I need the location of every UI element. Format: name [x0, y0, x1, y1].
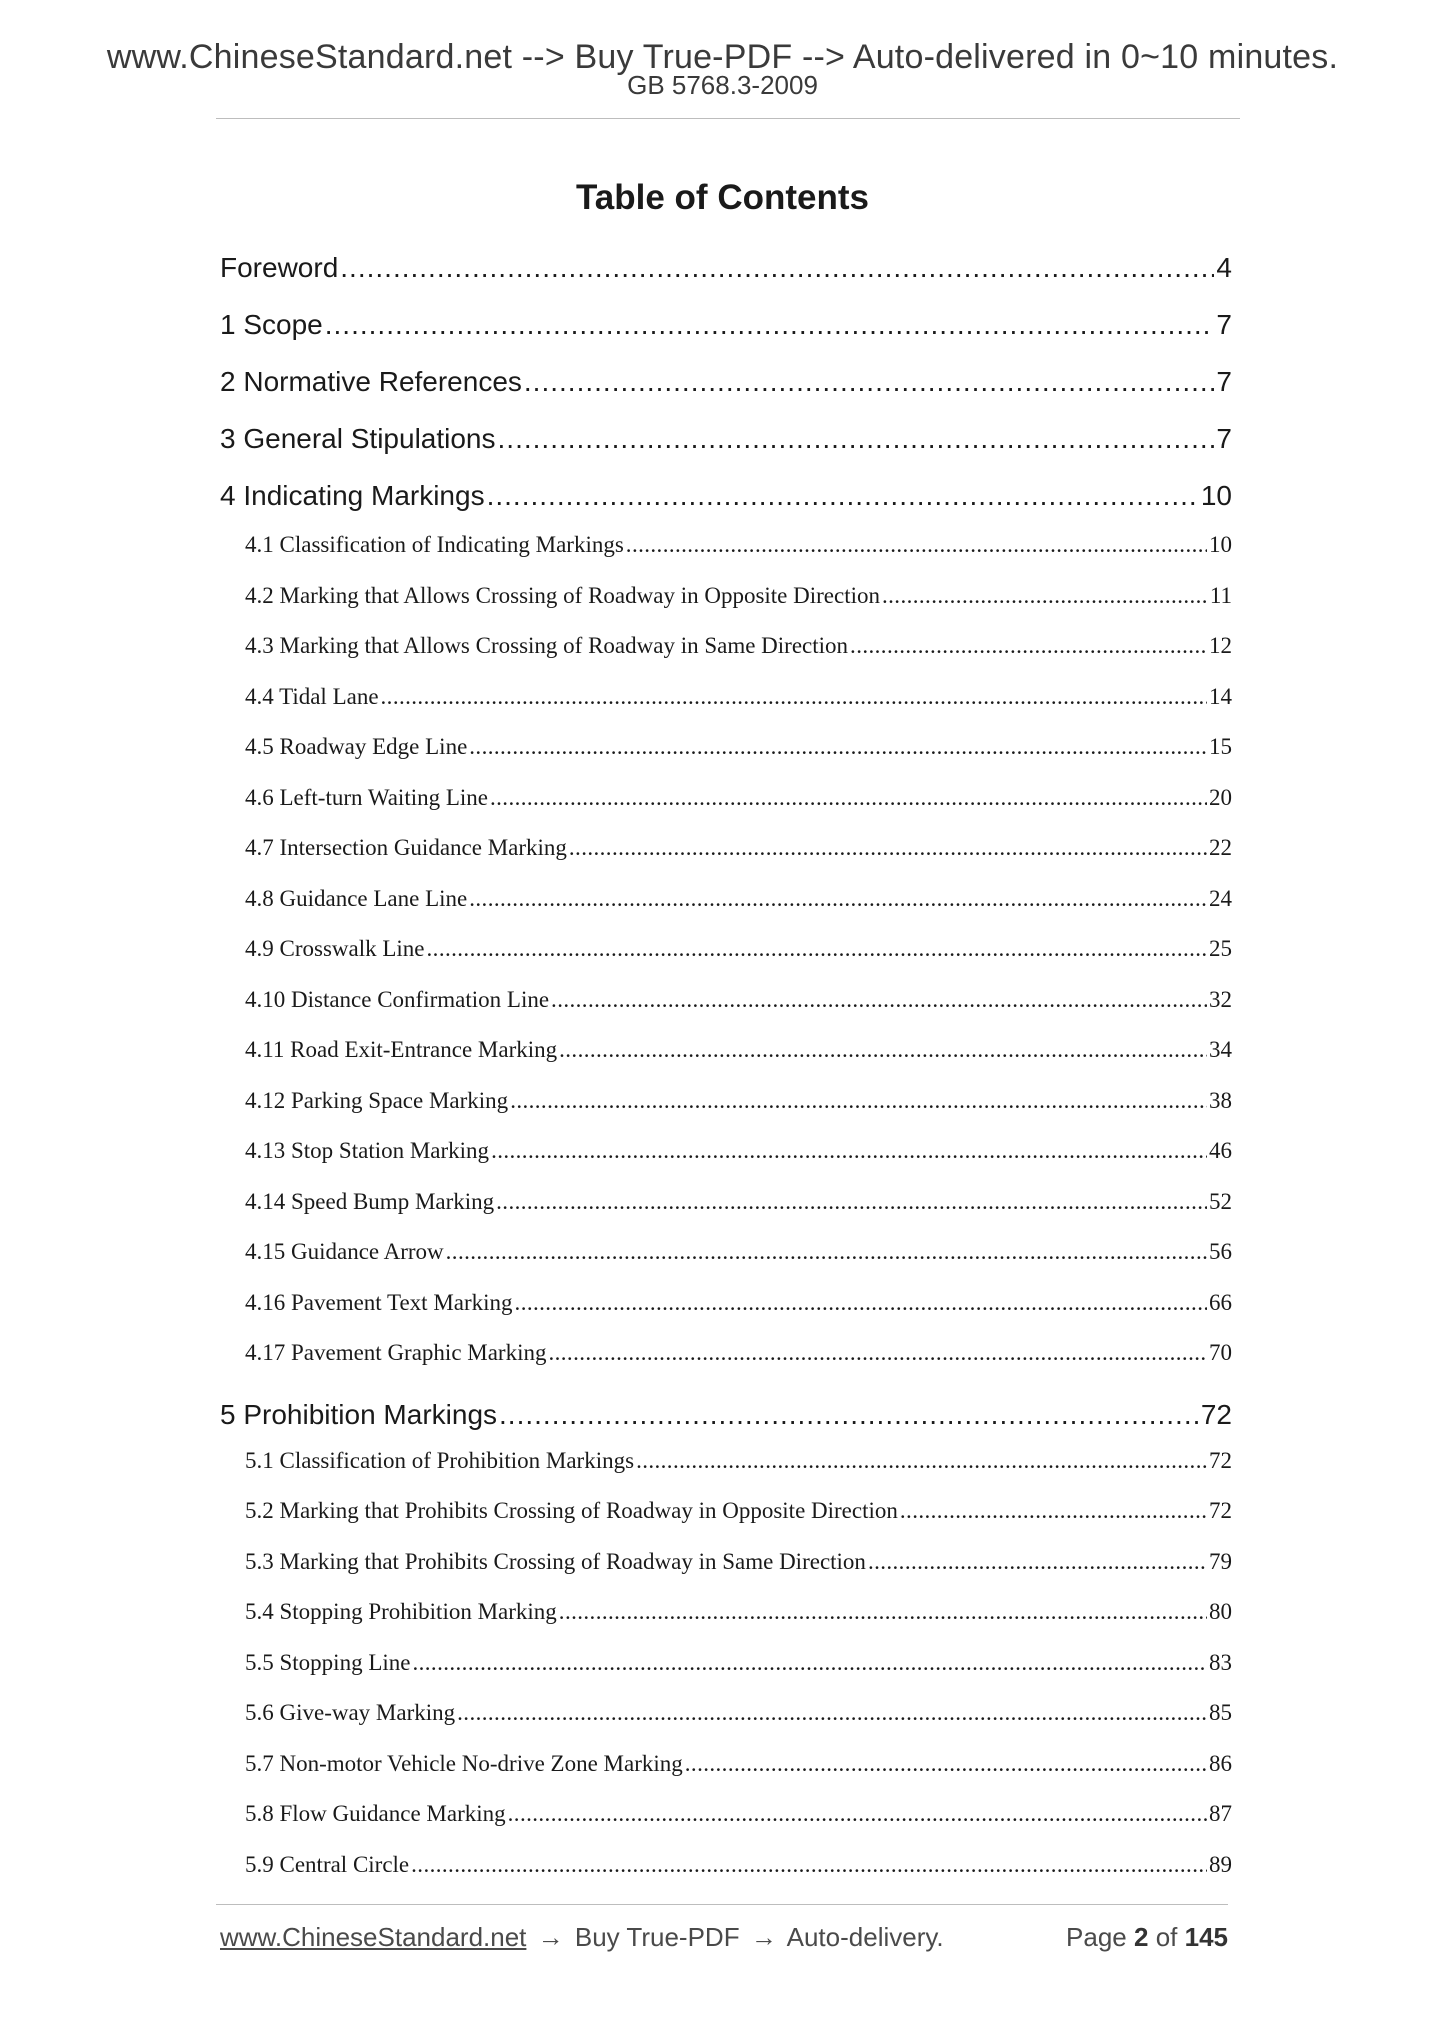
toc-entry-label: 5.7 Non-motor Vehicle No-drive Zone Marking	[245, 1750, 683, 1776]
toc-subsection-entry[interactable]	[220, 633, 1232, 667]
toc-leader-dots	[850, 633, 1207, 659]
toc-entry-label: 5.6 Give-way Marking	[245, 1700, 456, 1725]
toc-section-entry[interactable]	[220, 423, 1232, 463]
toc-entry-page: 83	[1209, 1649, 1232, 1675]
toc-subsection-entry[interactable]	[220, 1290, 1232, 1324]
toc-leader-dots	[469, 734, 1207, 760]
header-divider	[216, 118, 1240, 119]
toc-section-entry[interactable]	[220, 480, 1232, 520]
page-current: 2	[1133, 1922, 1149, 1952]
toc-leader-dots	[569, 835, 1207, 861]
toc-subsection-entry[interactable]	[220, 684, 1232, 718]
toc-entry-page: 7	[1216, 309, 1232, 340]
toc-entry-page: 80	[1209, 1599, 1232, 1624]
toc-section-entry[interactable]	[220, 309, 1232, 349]
toc-leader-dots	[381, 684, 1207, 710]
toc-leader-dots	[685, 1751, 1207, 1777]
toc-subsection-entry[interactable]	[220, 1751, 1232, 1785]
toc-leader-dots	[457, 1700, 1207, 1726]
page-of-label: of	[1155, 1922, 1178, 1952]
footer-buy-text: Buy True-PDF	[574, 1922, 740, 1952]
toc-entry-label: 4.15 Guidance Arrow	[245, 1239, 444, 1264]
toc-leader-dots	[498, 423, 1215, 455]
toc-entry-page: 46	[1209, 1138, 1232, 1163]
toc-entry-label: 5.1 Classification of Prohibition Markings	[245, 1447, 635, 1473]
toc-entry-label: 4.14 Speed Bump Marking	[245, 1188, 495, 1214]
toc-subsection-entry[interactable]	[220, 835, 1232, 869]
page-label: Page	[1066, 1922, 1127, 1952]
toc-leader-dots	[626, 532, 1207, 558]
page-total: 145	[1184, 1922, 1228, 1952]
toc-entry-page: 32	[1209, 986, 1232, 1012]
toc-leader-dots	[510, 1088, 1207, 1114]
toc-leader-dots	[499, 1399, 1199, 1431]
toc-leader-dots	[446, 1239, 1207, 1265]
toc-subsection-entry[interactable]	[220, 1088, 1232, 1122]
toc-subsection-entry[interactable]	[220, 1448, 1232, 1482]
document-id: GB 5768.3-2009	[627, 70, 818, 100]
toc-entry-label: 3 General Stipulations	[220, 423, 496, 454]
toc-leader-dots	[900, 1498, 1207, 1524]
toc-entry-page: 79	[1209, 1548, 1232, 1574]
toc-subsection-entry[interactable]	[220, 1498, 1232, 1532]
toc-entry-label: 5.3 Marking that Prohibits Crossing of Roadway in Same Direction	[245, 1548, 866, 1574]
toc-leader-dots	[496, 1189, 1207, 1215]
toc-leader-dots	[636, 1448, 1207, 1474]
toc-entry-label: 1 Scope	[220, 309, 323, 340]
toc-subsection-entry[interactable]	[220, 1852, 1232, 1886]
toc-entry-page: 4	[1216, 252, 1232, 283]
toc-subsection-entry[interactable]	[220, 1801, 1232, 1835]
page-indicator	[1066, 1922, 1228, 1953]
toc-entry-label: 5 Prohibition Markings	[220, 1398, 498, 1430]
toc-leader-dots	[340, 252, 1214, 284]
toc-subsection-entry[interactable]	[220, 1189, 1232, 1223]
toc-entry-page: 12	[1209, 633, 1232, 658]
toc-entry-page: 52	[1209, 1188, 1232, 1214]
toc-leader-dots	[515, 1290, 1207, 1316]
toc-subsection-entry[interactable]	[220, 1700, 1232, 1734]
toc-entry-page: 7	[1216, 423, 1232, 454]
toc-entry-label: 5.5 Stopping Line	[245, 1649, 411, 1675]
footer-divider	[216, 1904, 1228, 1905]
toc-subsection-entry[interactable]	[220, 936, 1232, 970]
toc-leader-dots	[559, 1037, 1207, 1063]
toc-entry-page: 72	[1200, 1398, 1232, 1430]
toc-entry-label: 5.4 Stopping Prohibition Marking	[245, 1599, 557, 1624]
toc-leader-dots	[490, 785, 1207, 811]
toc-entry-page: 22	[1209, 835, 1232, 860]
toc-entry-label: 4.6 Left-turn Waiting Line	[245, 784, 488, 810]
toc-section-entry[interactable]	[220, 1399, 1232, 1439]
toc-subsection-entry[interactable]	[220, 1599, 1232, 1633]
toc-leader-dots	[548, 1340, 1207, 1366]
toc-entry-page: 24	[1209, 885, 1232, 911]
toc-leader-dots	[487, 480, 1199, 512]
toc-entry-page: 25	[1209, 936, 1232, 961]
toc-subsection-entry[interactable]	[220, 1549, 1232, 1583]
toc-entry-page: 70	[1209, 1340, 1232, 1365]
toc-leader-dots	[427, 936, 1207, 962]
toc-entry-page: 14	[1209, 683, 1232, 709]
toc-entry-label: 5.9 Central Circle	[245, 1851, 410, 1877]
toc-entry-page: 20	[1209, 784, 1232, 810]
toc-entry-label: 4.7 Intersection Guidance Marking	[245, 835, 567, 860]
toc-leader-dots	[524, 366, 1215, 398]
toc-entry-page: 34	[1209, 1037, 1232, 1062]
toc-entry-label: 4.13 Stop Station Marking	[245, 1138, 490, 1163]
toc-subsection-entry[interactable]	[220, 1650, 1232, 1684]
toc-entry-label: 4.3 Marking that Allows Crossing of Roadway in Same Direction	[245, 633, 849, 658]
toc-subsection-entry[interactable]	[220, 1037, 1232, 1071]
toc-subsection-entry[interactable]	[220, 1239, 1232, 1273]
toc-leader-dots	[325, 309, 1215, 341]
toc-leader-dots	[508, 1801, 1207, 1827]
footer-site-link[interactable]: www.ChineseStandard.net	[220, 1922, 527, 1952]
toc-entry-page: 72	[1209, 1498, 1232, 1523]
toc-entry-label: 2 Normative References	[220, 366, 522, 397]
toc-entry-page: 10	[1200, 480, 1232, 511]
toc-subsection-entry[interactable]	[220, 785, 1232, 819]
toc-entry-page: 11	[1209, 582, 1232, 608]
toc-entry-label: 4.1 Classification of Indicating Markings	[245, 532, 624, 557]
toc-leader-dots	[559, 1599, 1207, 1625]
toc-entry-label: 4.17 Pavement Graphic Marking	[245, 1340, 547, 1365]
toc-subsection-entry[interactable]	[220, 532, 1232, 566]
toc-leader-dots	[551, 987, 1207, 1013]
toc-leader-dots	[412, 1650, 1207, 1676]
toc-entry-label: 4.4 Tidal Lane	[245, 683, 379, 709]
toc-entry-label: 4.12 Parking Space Marking	[245, 1087, 509, 1113]
toc-subsection-entry[interactable]	[220, 734, 1232, 768]
toc-entry-page: 89	[1209, 1851, 1232, 1877]
toc-entry-label: Foreword	[220, 252, 339, 283]
toc-subsection-entry[interactable]	[220, 1340, 1232, 1374]
toc-entry-page: 10	[1209, 532, 1232, 557]
toc-leader-dots	[868, 1549, 1207, 1575]
toc-entry-page: 38	[1209, 1087, 1232, 1113]
toc-entry-label: 4.16 Pavement Text Marking	[245, 1289, 513, 1315]
toc-entry-label: 4.9 Crosswalk Line	[245, 936, 425, 961]
toc-title: Table of Contents	[576, 178, 869, 217]
toc-entry-label: 4 Indicating Markings	[220, 480, 485, 511]
toc-entry-page: 56	[1209, 1239, 1232, 1264]
arrow-right-icon: →	[750, 1922, 777, 1952]
toc-subsection-entry[interactable]	[220, 886, 1232, 920]
page-footer	[220, 1922, 1228, 1962]
toc-entry-label: 4.8 Guidance Lane Line	[245, 885, 468, 911]
toc-entry-label: 4.11 Road Exit-Entrance Marking	[245, 1037, 558, 1062]
arrow-right-icon: →	[537, 1922, 564, 1952]
toc-entry-page: 87	[1209, 1801, 1232, 1826]
toc-entry-page: 15	[1209, 734, 1232, 759]
toc-subsection-entry[interactable]	[220, 583, 1232, 617]
toc-section-entry[interactable]	[220, 366, 1232, 406]
toc-subsection-entry[interactable]	[220, 987, 1232, 1021]
toc-entry-page: 72	[1209, 1447, 1232, 1473]
toc-leader-dots	[491, 1138, 1207, 1164]
footer-delivery-text: Auto-delivery.	[786, 1922, 944, 1952]
toc-subsection-entry[interactable]	[220, 1138, 1232, 1172]
toc-leader-dots	[469, 886, 1207, 912]
toc-entry-label: 5.8 Flow Guidance Marking	[245, 1801, 506, 1826]
toc-entry-page: 85	[1209, 1700, 1232, 1725]
toc-entry-label: 4.5 Roadway Edge Line	[245, 734, 468, 759]
toc-entry-label: 5.2 Marking that Prohibits Crossing of Roadway in Opposite Direction	[245, 1498, 898, 1523]
top-banner[interactable]: www.ChineseStandard.net --> Buy True-PDF --> Auto-delivered in 0~10 minutes.	[106, 38, 1339, 76]
toc-entry-page: 66	[1209, 1289, 1232, 1315]
toc-entry-label: 4.2 Marking that Allows Crossing of Roadway in Opposite Direction	[245, 582, 880, 608]
toc-leader-dots	[882, 583, 1208, 609]
toc-entry-page: 86	[1209, 1750, 1232, 1776]
toc-leader-dots	[411, 1852, 1207, 1878]
toc-entry-label: 4.10 Distance Confirmation Line	[245, 986, 550, 1012]
toc-section-entry[interactable]	[220, 252, 1232, 292]
toc-entry-page: 7	[1216, 366, 1232, 397]
